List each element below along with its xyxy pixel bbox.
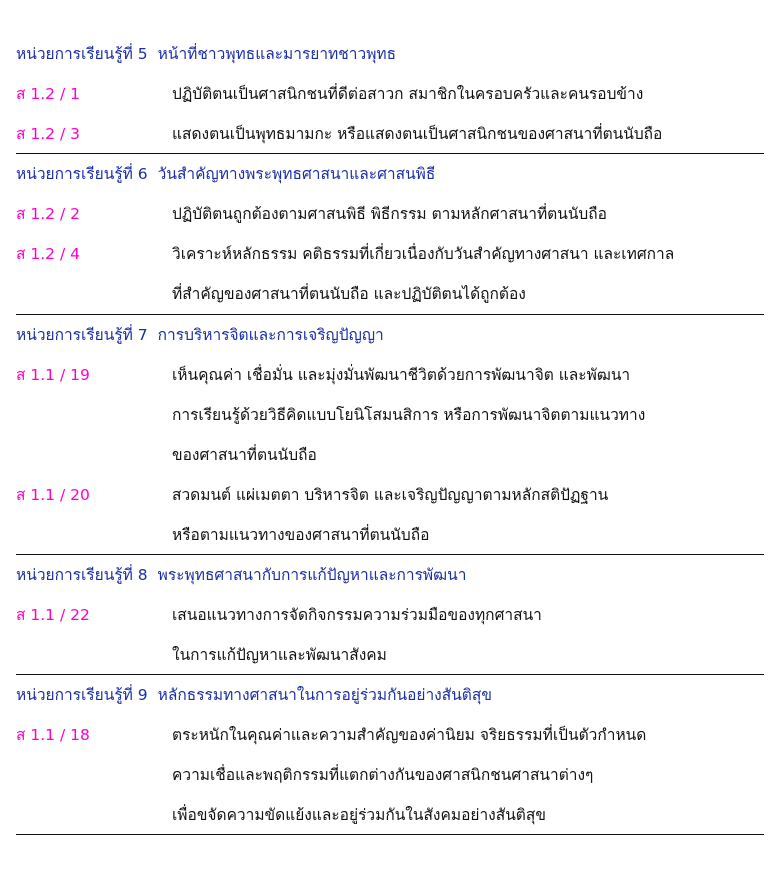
indicator-text: การเรียนรู้ด้วยวิธีคิดแบบโยนิโสมนสิการ หรือการพัฒนาจิตตามแนวทาง (172, 406, 646, 424)
unit-label: หน่วยการเรียนรู้ที่ 5 (16, 45, 148, 63)
unit-label: หน่วยการเรียนรู้ที่ 7 (16, 326, 148, 344)
unit-title: หน้าที่ชาวพุทธและมารยาทชาวพุทธ (157, 45, 397, 63)
indicator-text: ปฏิบัติตนถูกต้องตามศาสนพิธี พิธีกรรม ตามหลักศาสนาที่ตนนับถือ (172, 205, 607, 223)
indicator-text: ตระหนักในคุณค่าและความสำคัญของค่านิยม จริยธรรมที่เป็นตัวกำหนด (172, 726, 647, 744)
unit-header (16, 34, 396, 74)
indicator-text: ปฏิบัติตนเป็นศาสนิกชนที่ดีต่อสาวก สมาชิกในครอบครัวและคนรอบข้าง (172, 85, 644, 103)
indicator-text: ของศาสนาที่ตนนับถือ (172, 446, 317, 464)
unit-title: การบริหารจิตและการเจริญปัญญา (157, 326, 384, 344)
indicator-text: หรือตามแนวทางของศาสนาที่ตนนับถือ (172, 526, 430, 544)
unit-header (16, 315, 384, 355)
indicator-row (16, 355, 764, 464)
indicator-row (16, 114, 764, 154)
indicator-code: ส 1.2 / 4 (16, 245, 80, 263)
indicator-text: แสดงตนเป็นพุทธมามกะ หรือแสดงตนเป็นศาสนิกชนของศาสนาที่ตนนับถือ (172, 125, 663, 143)
unit-title: หลักธรรมทางศาสนาในการอยู่ร่วมกันอย่างสันติสุข (157, 686, 492, 704)
unit-label: หน่วยการเรียนรู้ที่ 8 (16, 566, 148, 584)
indicator-text: วิเคราะห์หลักธรรม คติธรรมที่เกี่ยวเนื่องกับวันสำคัญทางศาสนา และเทศกาล (172, 245, 675, 263)
indicator-code: ส 1.1 / 18 (16, 726, 90, 744)
indicator-row (16, 74, 764, 114)
unit-label: หน่วยการเรียนรู้ที่ 9 (16, 686, 148, 704)
indicator-row (16, 715, 764, 824)
unit-header (16, 154, 435, 194)
indicator-text: สวดมนต์ แผ่เมตตา บริหารจิต และเจริญปัญญาตามหลักสติปัฏฐาน (172, 486, 609, 504)
indicator-text: ในการแก้ปัญหาและพัฒนาสังคม (172, 646, 387, 664)
indicator-row (16, 475, 764, 544)
indicator-text: เห็นคุณค่า เชื่อมั่น และมุ่งมั่นพัฒนาชีวิตด้วยการพัฒนาจิต และพัฒนา (172, 366, 631, 384)
indicator-text: ที่สำคัญของศาสนาที่ตนนับถือ และปฏิบัติตนได้ถูกต้อง (172, 285, 526, 303)
indicator-code: ส 1.2 / 3 (16, 125, 80, 143)
indicator-code: ส 1.1 / 20 (16, 486, 90, 504)
unit-title: วันสำคัญทางพระพุทธศาสนาและศาสนพิธี (157, 165, 436, 183)
indicator-code: ส 1.1 / 22 (16, 606, 90, 624)
indicator-text: ความเชื่อและพฤติกรรมที่แตกต่างกันของศาสนิกชนศาสนาต่างๆ (172, 766, 594, 784)
indicator-row (16, 194, 764, 234)
indicator-code: ส 1.2 / 2 (16, 205, 80, 223)
unit-header (16, 675, 492, 715)
indicator-row (16, 595, 764, 664)
indicator-code: ส 1.1 / 19 (16, 366, 90, 384)
indicator-text: เพื่อขจัดความขัดแย้งและอยู่ร่วมกันในสังคมอย่างสันติสุข (172, 806, 546, 824)
indicator-text: เสนอแนวทางการจัดกิจกรรมความร่วมมือของทุกศาสนา (172, 606, 542, 624)
unit-header (16, 555, 466, 595)
unit-label: หน่วยการเรียนรู้ที่ 6 (16, 165, 148, 183)
indicator-code: ส 1.2 / 1 (16, 85, 80, 103)
unit-title: พระพุทธศาสนากับการแก้ปัญหาและการพัฒนา (157, 566, 467, 584)
indicator-row (16, 234, 764, 303)
section-divider (16, 834, 764, 835)
